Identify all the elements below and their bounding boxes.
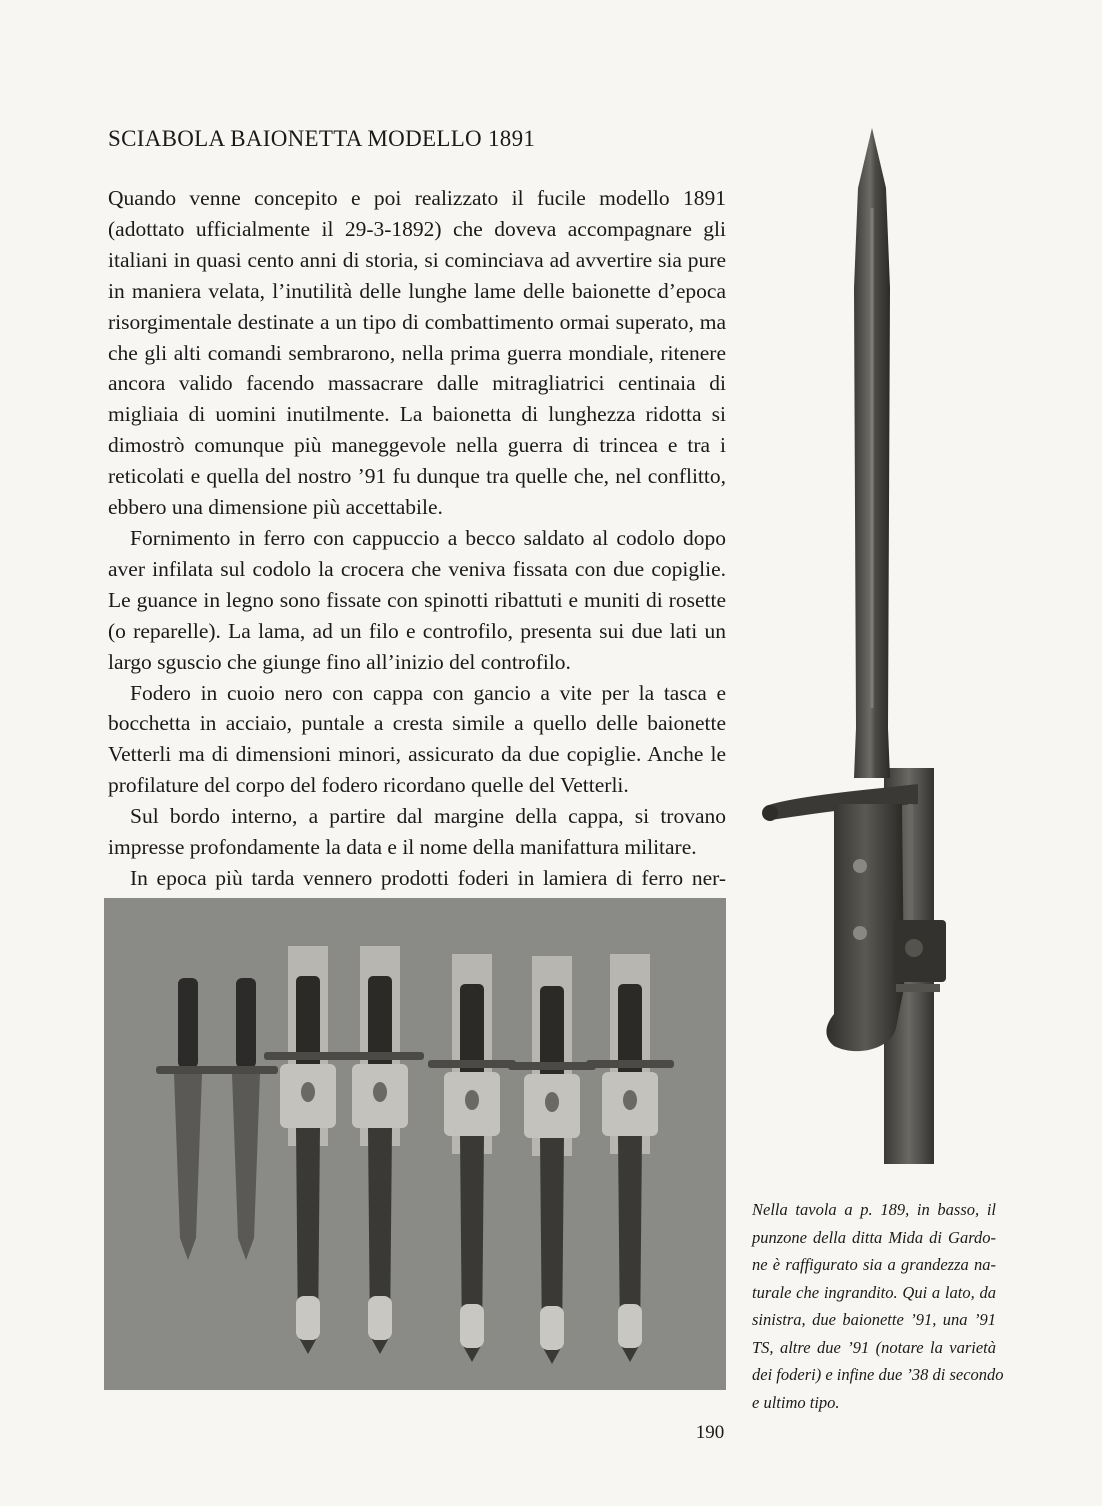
caption-line: punzone della ditta Mida di Gardo- <box>752 1227 996 1247</box>
body-text <box>108 183 726 894</box>
caption-line: ne è raffigurato sia a grandezza na- <box>752 1255 996 1274</box>
caption-line: sinistra, due baionette ’91, una ’91 <box>752 1310 996 1329</box>
bayonets-group-illustration <box>104 898 726 1390</box>
caption-line: Nella tavola a p. 189, in basso, il <box>752 1200 996 1219</box>
caption-line: dei foderi) e infine due ’38 di secondo <box>752 1365 1004 1384</box>
paragraph-4: Sul bordo interno, a partire dal margine della cappa, si trovano impresse profondamente la data e il nome della manifattura militare. <box>108 804 726 860</box>
photo-caption <box>752 1196 1004 1416</box>
bayonet-photo-single <box>762 128 996 1164</box>
paragraph-5: In epoca più tarda vennero prodotti foderi in lamiera di ferro ner- <box>130 865 726 890</box>
caption-line: TS, altre due ’91 (notare la varietà <box>752 1337 996 1357</box>
paragraph-1: Quando venne concepito e poi realizzato il fucile modello 1891 (adottato ufficialmente il 29-3-1892) che doveva accompagnare gli italiani in quasi cento anni di storia, si cominciava ad avvertire sia pure in maniera velata, l’inutilità delle lunghe lame delle baionette d’epoca risorgimentale destinate a un tipo di combattimento ormai superato, ma che gli alti comandi sembrarono, nella prima guerra mondiale, ritenere ancora valido facendo massacrare dalle mitragliatrici centinaia di migliaia di uomini inutilmente. La baionetta di lunghezza ridotta si dimostrò comunque più maneggevole nella guerra di trincea e tra i reticolati e quella del nostro ’91 fu dunque tra quelle che, nel conflitto, ebbero una dimensione più accettabile. <box>108 186 726 520</box>
bayonets-group-photo <box>104 898 726 1390</box>
paragraph-3: Fodero in cuoio nero con cappa con gancio a vite per la tasca e bocchetta in acciaio, puntale a cresta simile a quello delle baionette Vetterli ma di dimensioni minori, assicurato da due copiglie. Anche le profilature del corpo del fodero ricordano quelle del Vetterli. <box>108 680 726 798</box>
page-number: 190 <box>695 1422 725 1443</box>
bayonet-illustration <box>762 128 996 1164</box>
page-title: SCIABOLA BAIONETTA MODELLO 1891 <box>108 126 536 151</box>
caption-line: e ultimo tipo. <box>752 1392 840 1412</box>
paragraph-2: Fornimento in ferro con cappuccio a becco saldato al codolo dopo aver infilata sul codolo la crocera che veniva fissata con due copiglie. Le guance in legno sono fissate con spinotti ribattuti e muniti di rosette (o reparelle). La lama, ad un filo e controfilo, presenta sui due lati un largo sguscio che giunge fino all’inizio del controfilo. <box>108 525 726 674</box>
caption-line: turale che ingrandito. Qui a lato, da <box>752 1282 996 1302</box>
